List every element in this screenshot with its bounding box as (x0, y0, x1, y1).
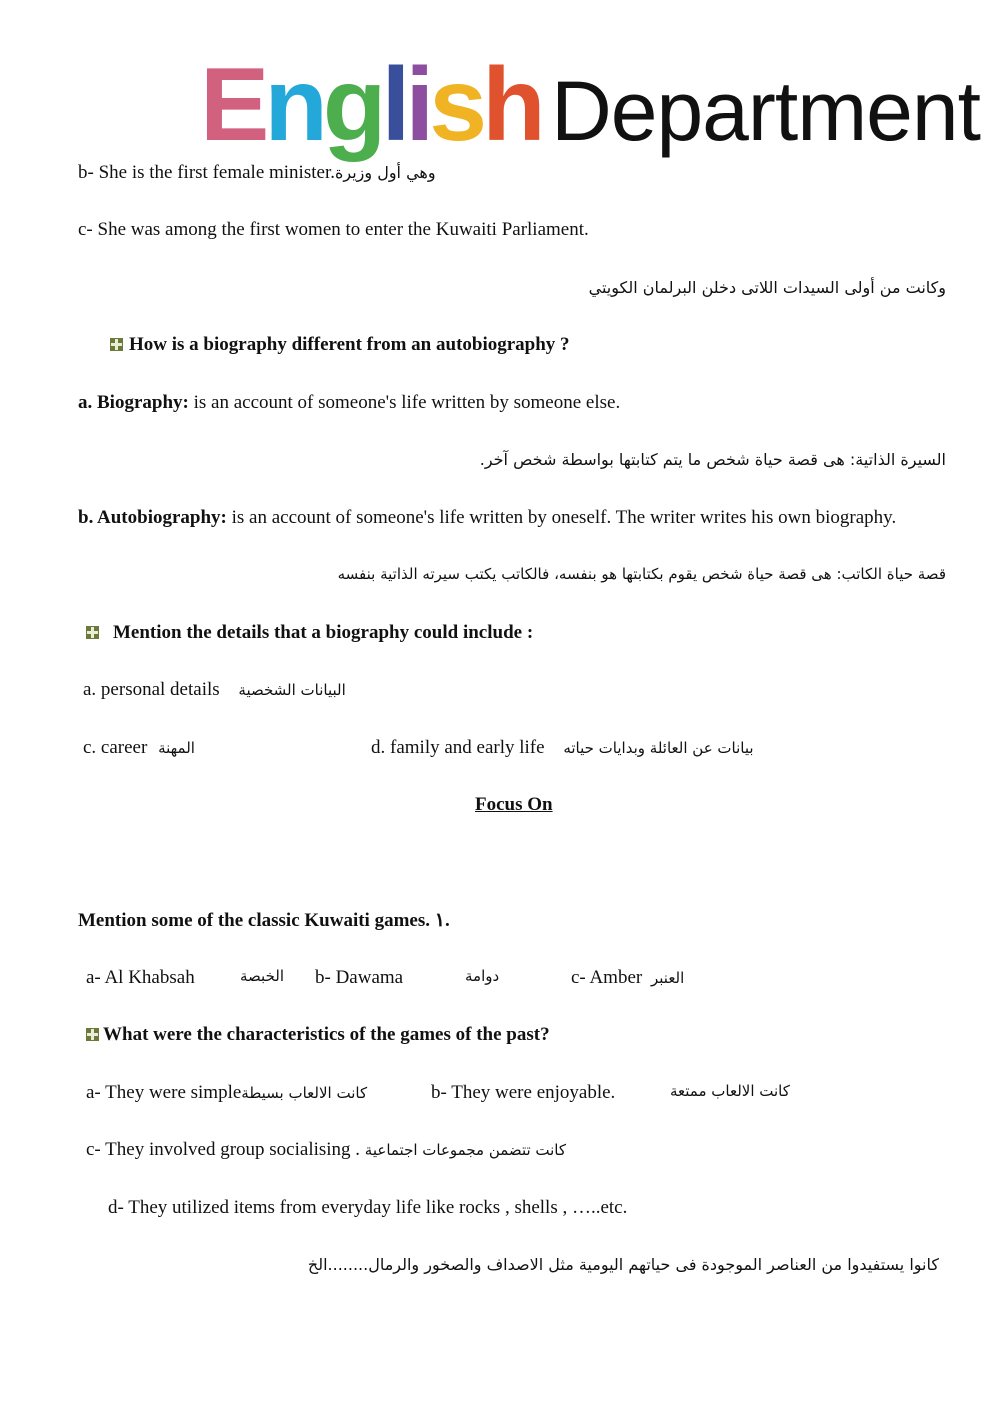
bullet-icon (110, 338, 123, 351)
characteristic-everyday-items-arabic: كانوا يستفيدوا من العناصر الموجودة فى حياتهم اليومية مثل الاصداف والصخور والرمال........الخ (307, 1255, 939, 1274)
detail-arabic: بيانات عن العائلة وبدايات حياته (563, 739, 754, 757)
game-dawama-arabic: دوامة (465, 967, 500, 985)
logo-letter: s (429, 47, 483, 163)
game-khabsah: a- Al Khabsah (86, 967, 195, 988)
detail-arabic: البيانات الشخصية (238, 681, 346, 699)
characteristic-arabic: كانت تتضمن مجموعات اجتماعية (364, 1141, 567, 1159)
logo-letter: E (200, 47, 265, 163)
detail-text: c. career (83, 737, 148, 758)
games-question: Mention some of the classic Kuwaiti games. ١. (78, 910, 450, 931)
detail-personal (83, 679, 346, 701)
line-text: b- She is the first female minister. (78, 162, 335, 183)
game-text: c- Amber (571, 967, 643, 988)
biography-definition-arabic: السيرة الذاتية: هى قصة حياة شخص ما يتم كتابتها بواسطة شخص آخر. (479, 450, 946, 469)
biography-definition (78, 392, 620, 414)
logo-letter: g (322, 47, 382, 163)
characteristic-text: c- They involved group socialising . (86, 1139, 361, 1160)
autobiography-definition (78, 507, 896, 529)
bullet-icon (86, 1028, 99, 1041)
line-first-minister (78, 162, 436, 184)
line-parliament-arabic: وكانت من أولى السيدات اللاتى دخلن البرلمان الكويتي (588, 278, 946, 297)
logo-letter: i (405, 47, 430, 163)
game-khabsah-arabic: الخبصة (240, 967, 284, 985)
logo-word-department: Department (551, 64, 980, 158)
detail-arabic: المهنة (158, 739, 195, 757)
detail-career (83, 737, 195, 759)
characteristics-question (86, 1024, 550, 1046)
logo-letter: l (381, 47, 406, 163)
details-question (86, 622, 533, 644)
question-text: How is a biography different from an autobiography ? (129, 334, 570, 355)
logo-letter: h (482, 47, 541, 163)
definition-label: a. Biography: (78, 392, 189, 413)
characteristic-group (86, 1139, 566, 1161)
english-department-logo (200, 47, 980, 163)
focus-on-heading: Focus On (475, 794, 553, 815)
bullet-icon (86, 626, 99, 639)
characteristic-enjoyable: b- They were enjoyable. (431, 1082, 616, 1103)
biography-question (110, 334, 570, 356)
characteristic-simple (86, 1082, 367, 1104)
logo-letter: n (264, 47, 323, 163)
game-amber (571, 967, 684, 989)
question-text: Mention the details that a biography could include : (113, 622, 534, 643)
detail-text: a. personal details (83, 679, 220, 700)
characteristic-arabic: كانت الالعاب بسيطة (241, 1084, 368, 1102)
definition-label: b. Autobiography: (78, 507, 227, 528)
line-arabic: وهي أول وزيرة (334, 163, 436, 182)
definition-text: is an account of someone's life written by oneself. The writer writes his own biography. (226, 507, 897, 528)
definition-text: is an account of someone's life written by someone else. (188, 392, 621, 413)
game-arabic: العنبر (650, 969, 685, 987)
autobiography-definition-arabic: قصة حياة الكاتب: هى قصة حياة شخص يقوم بكتابتها هو بنفسه، فالكاتب يكتب سيرته الذاتية بنفسه (337, 565, 946, 583)
logo-word-english (200, 47, 545, 163)
line-parliament: c- She was among the first women to enter the Kuwaiti Parliament. (78, 219, 589, 240)
characteristic-text: a- They were simple (86, 1082, 242, 1103)
characteristic-everyday-items: d- They utilized items from everyday life like rocks , shells , …..etc. (108, 1197, 628, 1218)
question-text: What were the characteristics of the games of the past? (103, 1024, 550, 1045)
detail-text: d. family and early life (371, 737, 545, 758)
detail-family (371, 737, 754, 759)
game-dawama: b- Dawama (315, 967, 404, 988)
characteristic-enjoyable-arabic: كانت الالعاب ممتعة (670, 1082, 790, 1100)
